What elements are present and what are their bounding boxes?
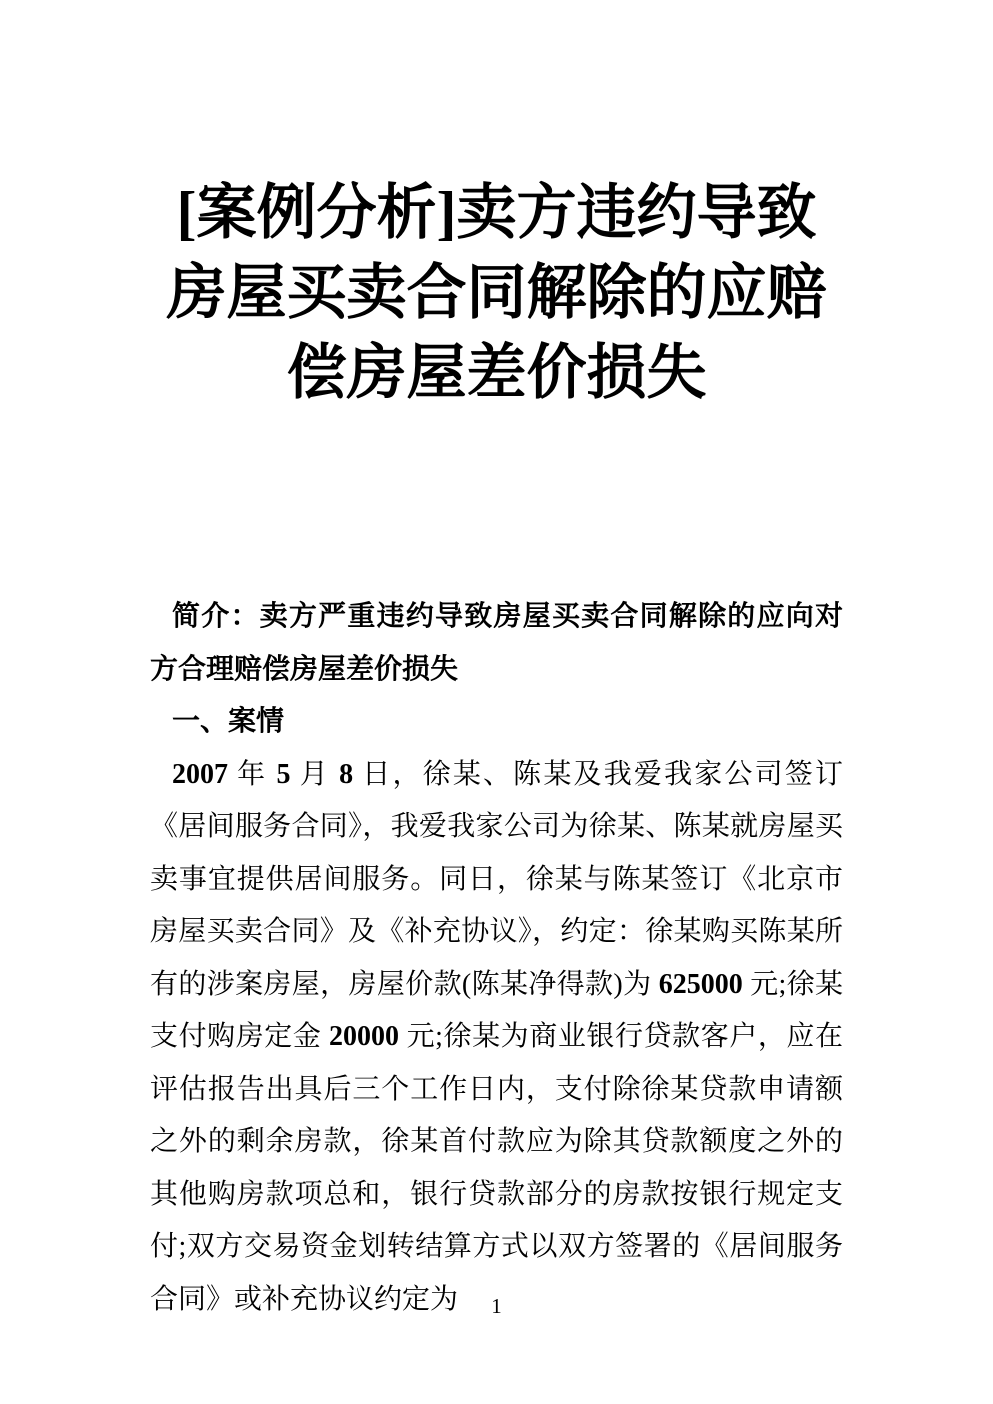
document-body	[150, 591, 843, 1326]
intro-paragraph: 简介：卖方严重违约导致房屋买卖合同解除的应向对方合理赔偿房屋差价损失	[150, 601, 843, 685]
document-title: [案例分析]卖方违约导致房屋买卖合同解除的应赔偿房屋差价损失	[166, 180, 827, 406]
page-number: 1	[491, 1294, 502, 1318]
case-facts-paragraph: 2007 年 5 月 8 日，徐某、陈某及我爱我家公司签订《居间服务合同》，我爱我家公司为徐某、陈某就房屋买卖事宜提供居间服务。同日，徐某与陈某签订《北京市房屋买卖合同》及《补充协议》，约定：徐某购买陈某所有的涉案房屋，房屋价款(陈某净得款)为 625000 元;徐某支付购房定金 20000 元;徐某为商业银行贷款客户，应在评估报告出具后三个工作日内，支付除徐某贷款申请额之外的剩余房款，徐某首付款应为除其贷款额度之外的其他购房款项总和，银行贷款部分的房款按银行规定支付;双方交易资金划转结算方式以双方签署的《居间服务合同》或补充协议约定为	[150, 758, 844, 1315]
section-heading: 一、案情	[172, 706, 285, 737]
